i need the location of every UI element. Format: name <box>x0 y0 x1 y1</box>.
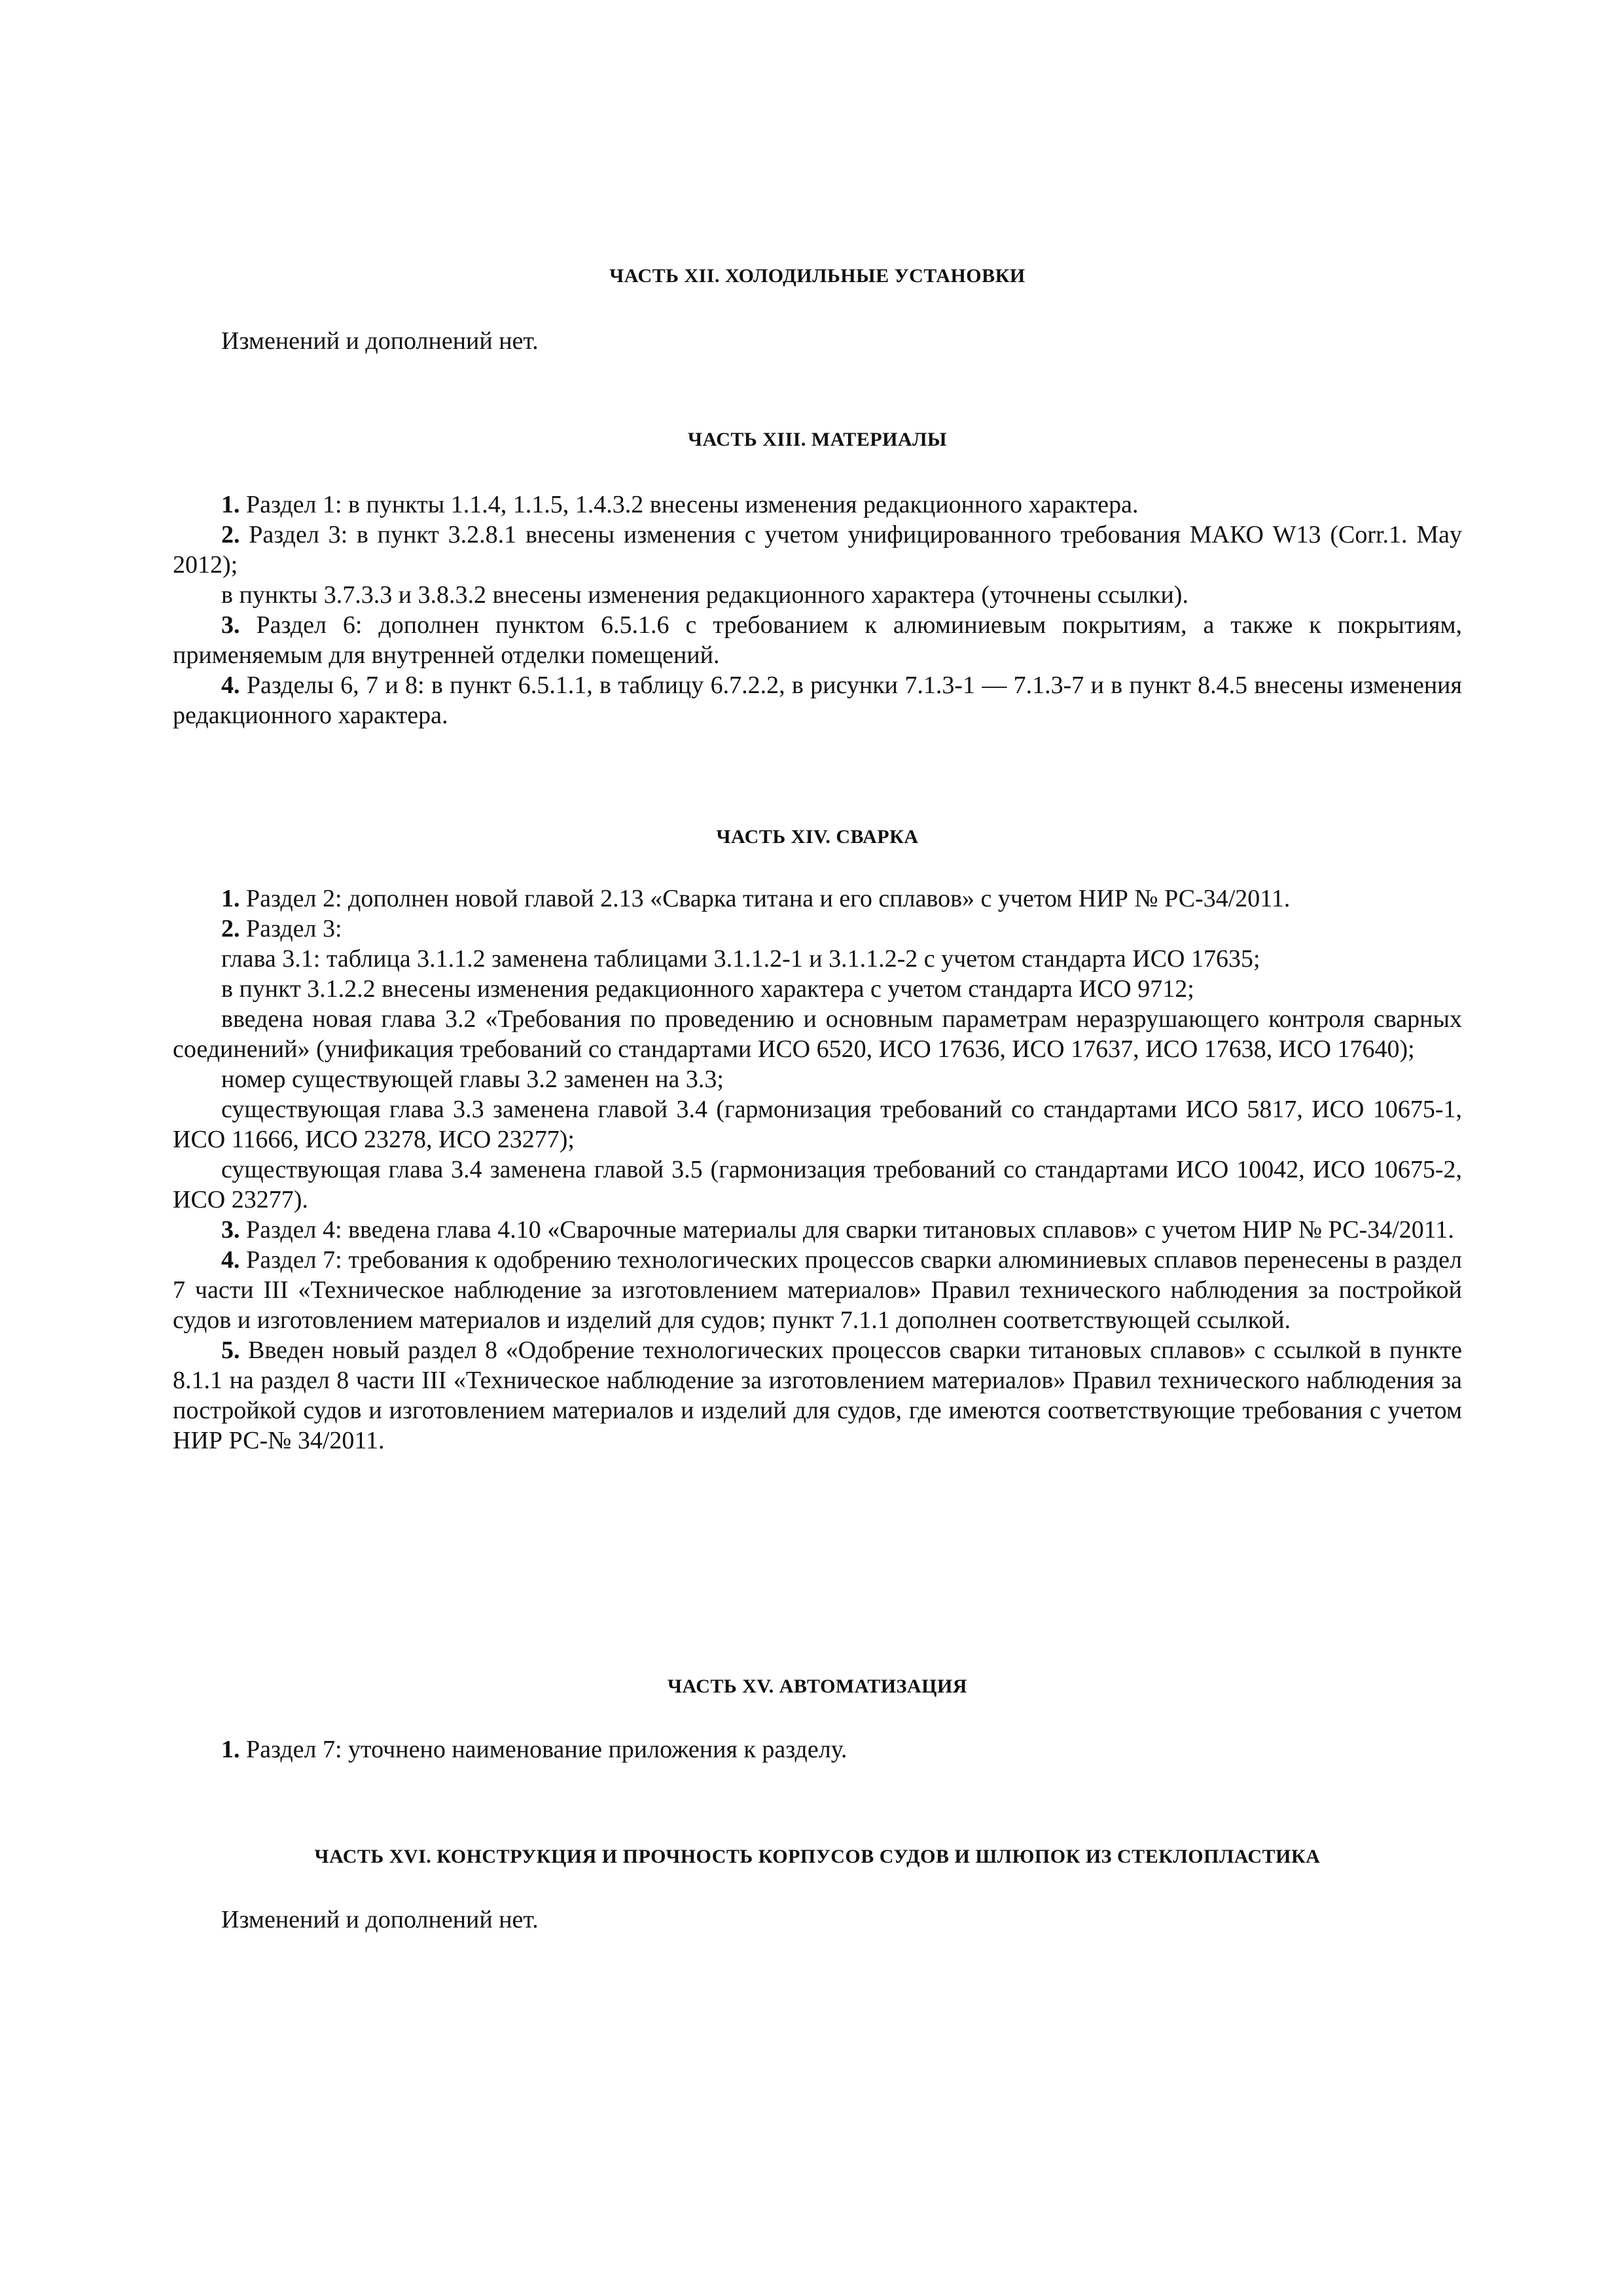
item-number: 4. <box>221 1246 240 1274</box>
paragraph-text: Разделы 6, 7 и 8: в пункт 6.5.1.1, в таблицу 6.7.2.2, в рисунки 7.1.3-1 — 7.1.3-7 и в пункт 8.4.5 внесены изменения редакционного характера. <box>173 672 1463 729</box>
paragraph: существующая глава 3.4 заменена главой 3.5 (гармонизация требований со стандартами ИСО 10042, ИСО 10675-2, ИСО 23277). <box>173 1156 1462 1213</box>
paragraph <box>173 914 1462 944</box>
paragraph: введена новая глава 3.2 «Требования по проведению и основным параметрам неразрушающего контроля сварных соединений» (унификация требований со стандартами ИСО 6520, ИСО 17636, ИСО 17637, ИСО 17638, ИСО 17640); <box>173 1005 1462 1063</box>
part-xv-body <box>173 1734 1462 1765</box>
paragraph-text: Раздел 7: требования к одобрению технологических процессов сварки алюминиевых сплавов перенесены в раздел 7 части III «Техническое наблюдение за изготовлением материалов» Правил технического наблюдения за постройкой судов и изготовлением материалов и изделий для судов; пункт 7.1.1 дополнен соответствующей ссылкой. <box>173 1246 1462 1334</box>
part-xiv-title: ЧАСТЬ XIV. СВАРКА <box>716 826 919 848</box>
item-number: 3. <box>221 611 240 639</box>
paragraph-text: Раздел 1: в пункты 1.1.4, 1.1.5, 1.4.3.2 внесены изменения редакционного характера. <box>246 491 1139 518</box>
paragraph <box>173 610 1462 670</box>
paragraph-text: Раздел 6: дополнен пунктом 6.5.1.6 с требованием к алюминиевым покрытиям, а также к покрытиям, применяемым для внутренней отделки помещений. <box>173 611 1463 669</box>
paragraph: в пункты 3.7.3.3 и 3.8.3.2 внесены изменения редакционного характера (уточнены ссылки). <box>221 581 1188 609</box>
paragraph: в пункт 3.1.2.2 внесены изменения редакционного характера с учетом стандарта ИСО 9712; <box>221 975 1194 1003</box>
item-number: 1. <box>221 1736 240 1763</box>
part-xiii-title: ЧАСТЬ XIII. МАТЕРИАЛЫ <box>688 429 947 450</box>
paragraph-text: Раздел 2: дополнен новой главой 2.13 «Сварка титана и его сплавов» с учетом НИР № РС-34/2011. <box>246 885 1291 912</box>
paragraph <box>173 1734 1462 1765</box>
paragraph <box>173 1215 1462 1245</box>
item-number: 5. <box>221 1336 240 1364</box>
paragraph-text: Раздел 3: <box>246 915 342 942</box>
item-number: 4. <box>221 672 240 699</box>
paragraph-text: Раздел 7: уточнено наименование приложения к разделу. <box>246 1736 847 1763</box>
paragraph: Изменений и дополнений нет. <box>221 1906 539 1933</box>
paragraph <box>173 670 1462 730</box>
part-xiii-body <box>173 490 1462 730</box>
paragraph <box>173 1335 1462 1456</box>
paragraph-text: Введен новый раздел 8 «Одобрение технологических процессов сварки титановых сплавов» с ссылкой в пункте 8.1.1 на раздел 8 части III «Техническое наблюдение за изготовлением материалов» Правил технического наблюдения за постройкой судов и изготовлением материалов и изделий для судов, где имеются соответствующие требования с учетом НИР РС-№ 34/2011. <box>173 1336 1463 1454</box>
part-xvi-body <box>173 1905 1462 1935</box>
paragraph: существующая глава 3.3 заменена главой 3.4 (гармонизация требований со стандартами ИСО 5817, ИСО 10675-1, ИСО 11666, ИСО 23278, ИСО 23277); <box>173 1096 1462 1153</box>
paragraph-text: Раздел 3: в пункт 3.2.8.1 внесены изменения с учетом унифицированного требования МАКО W13 (Corr.1. May 2012); <box>173 521 1463 579</box>
part-xvi-title: ЧАСТЬ XVI. КОНСТРУКЦИЯ И ПРОЧНОСТЬ КОРПУСОВ СУДОВ И ШЛЮПОК ИЗ СТЕКЛОПЛАСТИКА <box>314 1846 1321 1867</box>
part-xv-title: ЧАСТЬ XV. АВТОМАТИЗАЦИЯ <box>668 1676 967 1697</box>
item-number: 2. <box>221 521 240 548</box>
paragraph <box>173 1245 1462 1335</box>
item-number: 1. <box>221 885 240 912</box>
paragraph: номер существующей главы 3.2 заменен на 3.3; <box>221 1066 724 1093</box>
item-number: 1. <box>221 491 240 518</box>
part-xiv-body <box>173 884 1462 1456</box>
paragraph <box>173 520 1462 580</box>
paragraph <box>173 884 1462 914</box>
paragraph <box>173 490 1462 520</box>
item-number: 3. <box>221 1216 240 1244</box>
paragraph-text: Раздел 4: введена глава 4.10 «Сварочные материалы для сварки титановых сплавов» с учетом НИР № РС-34/2011. <box>246 1216 1454 1244</box>
paragraph: глава 3.1: таблица 3.1.1.2 заменена таблицами 3.1.1.2-1 и 3.1.1.2-2 с учетом стандарта ИСО 17635; <box>221 945 1260 973</box>
item-number: 2. <box>221 915 240 942</box>
part-xii-body <box>173 326 1462 356</box>
part-xii-title: ЧАСТЬ XII. ХОЛОДИЛЬНЫЕ УСТАНОВКИ <box>609 265 1026 287</box>
paragraph: Изменений и дополнений нет. <box>221 327 539 355</box>
